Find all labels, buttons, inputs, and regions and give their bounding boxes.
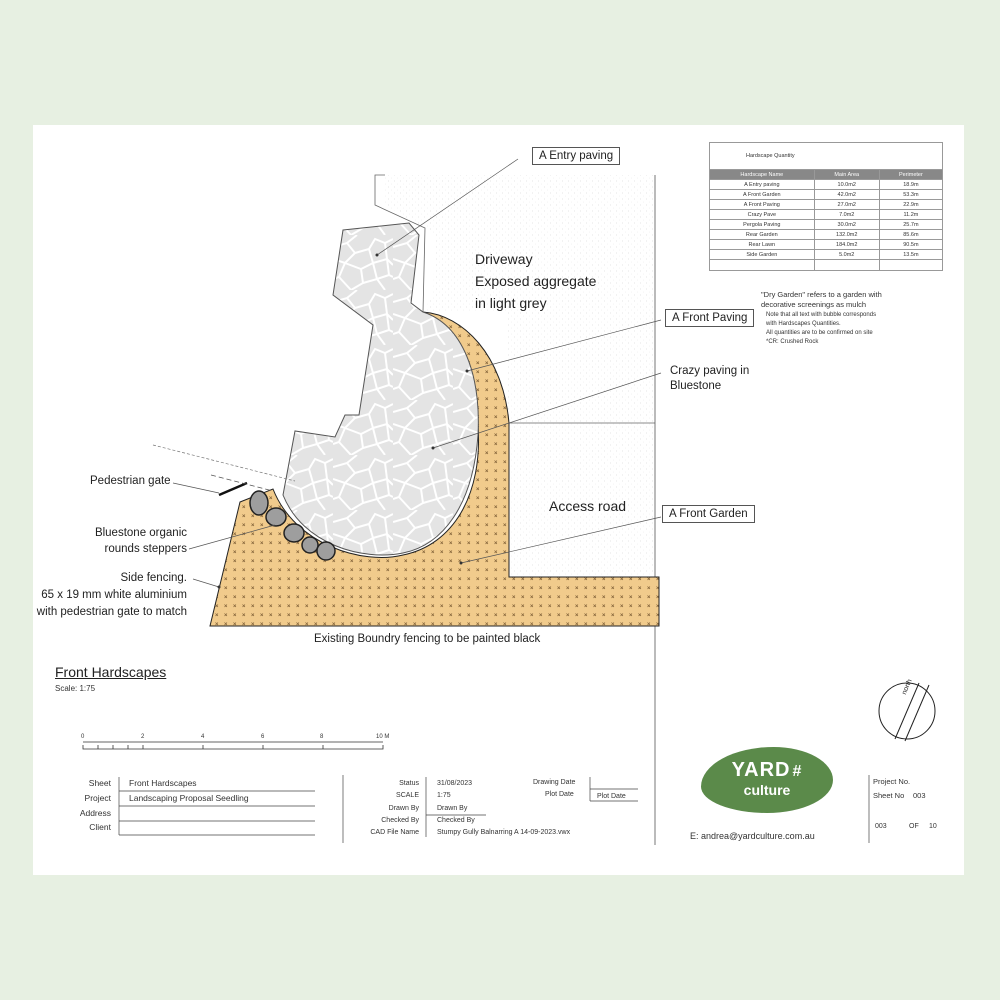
table-row: Rear Garden 132.0m2 85.6m [710, 230, 943, 240]
tb-client-label: Client [89, 822, 111, 832]
tb-drawnby-value: Drawn By [437, 805, 468, 812]
tb-projectno-label: Project No. [873, 777, 911, 786]
label-pedestrian-gate: Pedestrian gate [90, 475, 171, 487]
scale-tick: 6 [261, 734, 265, 740]
label-steppers: Bluestone organic rounds steppers [94, 527, 187, 555]
label-boundary-fencing: Existing Boundry fencing to be painted black [314, 633, 541, 645]
notes-list: Note that all text with bubble corresponds with Hardscapes Quantities. All quantities are to be confirmed on site *CR: Crushed Rock [766, 312, 877, 345]
tb-sheet-label: Sheet [88, 778, 111, 788]
north-label: north [901, 678, 914, 696]
tb-scale-value: 1:75 [437, 792, 451, 799]
tb-scale-label: SCALE [396, 792, 419, 799]
table-row: A Entry paving 10.0m2 18.9m [710, 180, 943, 190]
hash-fence-icon: # [792, 763, 803, 780]
logo-word-yard: YARD [731, 759, 791, 781]
table-header: Hardscape Name [710, 170, 815, 180]
tb-total: 10 [929, 823, 937, 830]
drawing-title: Front Hardscapes [55, 664, 167, 680]
tb-project-label: Project [84, 793, 111, 803]
drawing-scale: Scale: 1:75 [55, 684, 96, 693]
table-row: Crazy Pave 7.0m2 11.2m [710, 210, 943, 220]
tb-of: OF [909, 823, 919, 830]
contact-email[interactable]: E: andrea@yardculture.com.au [690, 831, 815, 841]
tb-cad-label: CAD File Name [370, 829, 419, 836]
tb-sheetno-label: Sheet No [873, 791, 905, 800]
tb-status-value: 31/08/2023 [437, 780, 473, 787]
tb-cad-value: Stumpy Gully Balnarring A 14-09-2023.vwx [437, 829, 571, 836]
tb-drawnby-label: Drawn By [388, 805, 419, 812]
tb-plotdate-label: Plot Date [545, 791, 574, 798]
table-row: Rear Lawn 184.0m2 90.5m [710, 240, 943, 250]
tb-page: 003 [875, 823, 887, 830]
drawing-sheet [33, 125, 964, 875]
table-row: A Front Garden 42.0m2 53.3m [710, 190, 943, 200]
scale-tick: 8 [320, 734, 324, 740]
scale-tick: 10 M [376, 734, 390, 740]
table-row: A Front Paving 27.0m2 22.9m [710, 200, 943, 210]
scale-bar [83, 742, 383, 749]
tb-checkedby-value: Checked By [437, 817, 475, 824]
tb-checkedby-label: Checked By [381, 817, 419, 824]
table-header: Perimeter [879, 170, 942, 180]
table-title: Hardscape Quantity [710, 143, 943, 170]
tb-address-label: Address [79, 808, 111, 818]
tb-drawingdate-label: Drawing Date [533, 779, 576, 786]
tb-project-value: Landscaping Proposal Seedling [129, 793, 249, 803]
label-driveway: Driveway Exposed aggregate in light grey [475, 251, 597, 311]
tb-plotdate-value: Plot Date [597, 793, 626, 800]
tb-sheetno-value: 003 [913, 791, 926, 800]
scale-tick: 2 [141, 734, 145, 740]
scale-tick: 4 [201, 734, 205, 740]
table-row: Pergola Paving 30.0m2 25.7m [710, 220, 943, 230]
logo-word-culture: culture [743, 782, 791, 798]
scale-tick: 0 [81, 734, 85, 740]
notes-heading: "Dry Garden" refers to a garden with decorative screenings as mulch [761, 290, 882, 309]
label-side-fencing: Side fencing. 65 x 19 mm white aluminium with pedestrian gate to match [36, 572, 187, 618]
label-front-paving: A Front Paving [665, 309, 754, 327]
label-entry-paving: A Entry paving [532, 147, 620, 165]
label-front-garden: A Front Garden [662, 505, 755, 523]
table-header: Main Area [814, 170, 879, 180]
hardscape-quantity-table [709, 142, 943, 271]
label-access-road: Access road [549, 498, 627, 514]
tb-status-label: Status [399, 780, 419, 787]
tb-sheet-value: Front Hardscapes [129, 778, 197, 788]
label-crazy-paving: Crazy paving in Bluestone [670, 365, 750, 392]
table-row: Side Garden 5.0m2 13.5m [710, 250, 943, 260]
